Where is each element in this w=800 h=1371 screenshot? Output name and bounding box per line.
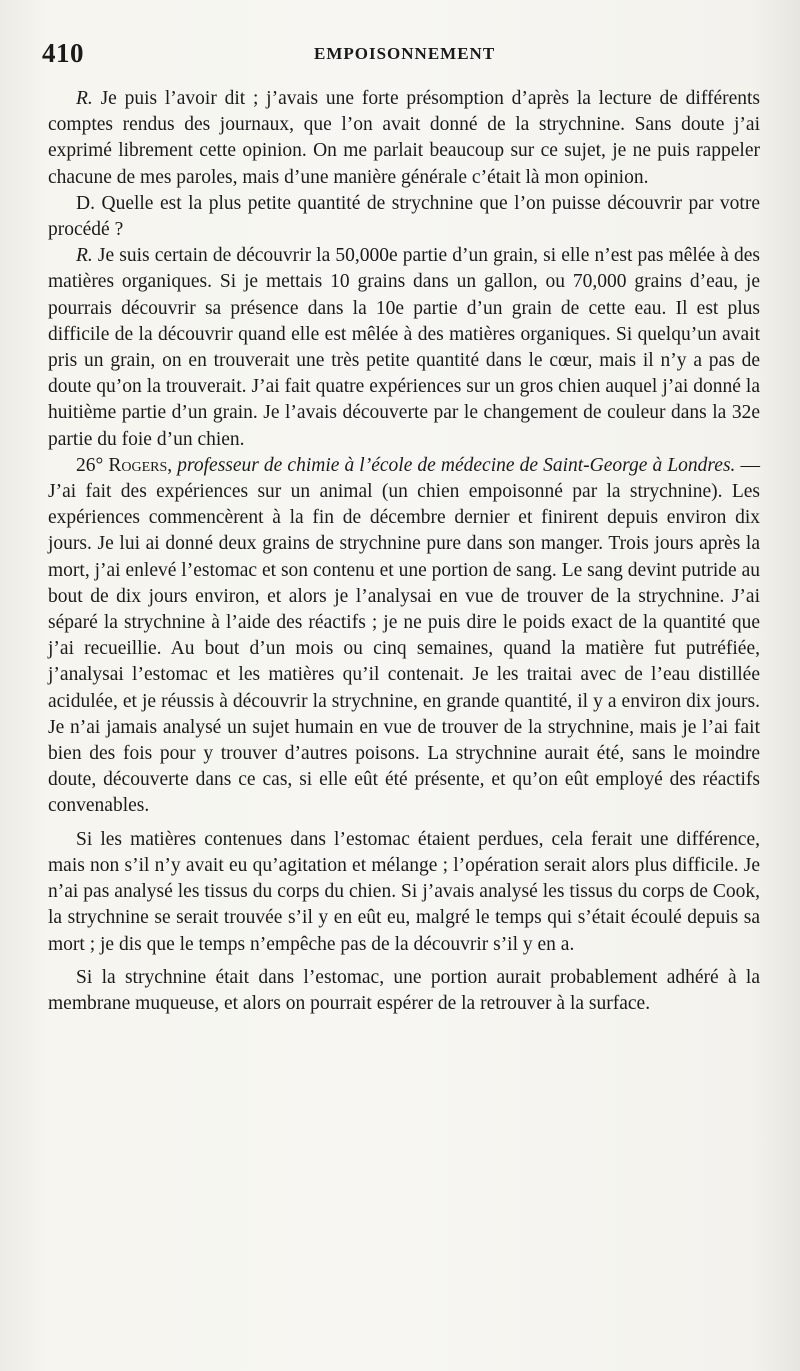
paragraph-text: Quelle est la plus petite quantité de strychnine que l’on puisse découvrir par votre procédé ? <box>48 192 761 241</box>
paragraph-text: — J’ai fait des expériences sur un animal (un chien empoisonné par la strychnine). Les expériences commencèrent à la fin de décembre dernier et finirent depuis environ dix jours. Je lui ai donné deux grains de strychnine pure dans son manger. Trois jours après la mort, j’ai enlevé l’estomac et son contenu et une portion de sang. Le sang devint putride au bout de dix jours environ, et alors je l’analysai en vue de trouver de la strychnine. J’ai séparé la strychnine à l’aide des réactifs ; je ne puis dire le poids exact de la quantité que j’ai recueillie. Au bout d’un mois ou cinq semaines, quand la matière fut putréfiée, j’analysai l’estomac et les matières qu’il contenait. Je les traitai avec de l’eau distillée acidulée, et je réussis à découvrir la strychnine, en grande quantité, il y a environ dix jours. Je n’ai jamais analysé un sujet humain en vue de trouver de la strychnine, mais je l’ai fait bien des fois pour y trouver d’autres poisons. La strychnine aurait été, sans le moindre doute, découverte dans ce cas, si elle eût été présente, et qu’on eût employé des réactifs convenables. <box>48 454 760 817</box>
paragraph-text: Je suis certain de découvrir la 50,000e partie d’un grain, si elle n’est pas mêlée à des matières organiques. Si je mettais 10 grains dans un gallon, ou 70,000 grains d’eau, je pourrais découvrir sa présence dans la 10e partie d’un grain de cette eau. Il est plus difficile de la découvrir quand elle est mêlée à des matières organiques. Si quelqu’un avait pris un grain, on en trouverait une très petite quantité dans le cœur, mais il n’y a pas de doute qu’on la trouverait. J’ai fait quatre expériences sur un gros chien auquel j’ai donné la huitième partie d’un grain. Je l’avais découverte par le changement de couleur dans la 32e partie du foie d’un chien. <box>48 245 760 450</box>
page-header <box>42 38 762 74</box>
paragraph-text: Si la strychnine était dans l’estomac, une portion aurait probablement adhéré à la membrane muqueuse, et alors on pourrait espérer de la retrouver à la surface. <box>48 966 760 1014</box>
body-text <box>48 86 760 1017</box>
witness-number: 26° <box>76 454 104 476</box>
witness-name: Rogers, <box>108 454 173 476</box>
paragraph-answer-2 <box>48 243 760 453</box>
running-title: EMPOISONNEMENT <box>314 44 496 63</box>
witness-title: professeur de chimie à l’école de médecine de Saint-George à Londres. <box>177 454 736 476</box>
paragraph-text: Si les matières contenues dans l’estomac étaient perdues, cela ferait une différence, mais non s’il n’y avait eu qu’agitation et mélange ; l’opération serait alors plus difficile. Je n’ai pas analysé les tissus du corps du chien. Si j’avais analysé les tissus du corps de Cook, la strychnine se serait trouvée s’il y en eût eu, malgré le temps qui s’était écoulé depuis sa mort ; je dis que le temps n’empêche pas de la découvrir s’il y en a. <box>48 828 760 955</box>
speaker-label: R. <box>76 88 93 109</box>
paragraph-witness-26 <box>48 453 760 820</box>
page-number: 410 <box>42 38 84 68</box>
paragraph-6 <box>48 965 760 1017</box>
paragraph-text: Je puis l’avoir dit ; j’avais une forte présomption d’après la lecture de différents comptes rendus des journaux, que l’on avait donné de la strychnine. Sans doute j’ai exprimé librement cette opinion. On me parlait beaucoup sur ce sujet, je ne puis rappeler chacune de mes paroles, mais d’une manière générale c’était là mon opinion. <box>48 88 761 188</box>
paragraph-5 <box>48 827 760 958</box>
paragraph-question <box>48 191 760 243</box>
speaker-label: R. <box>76 245 93 267</box>
speaker-label: D. <box>76 192 95 214</box>
paragraph-answer-1 <box>48 86 760 191</box>
